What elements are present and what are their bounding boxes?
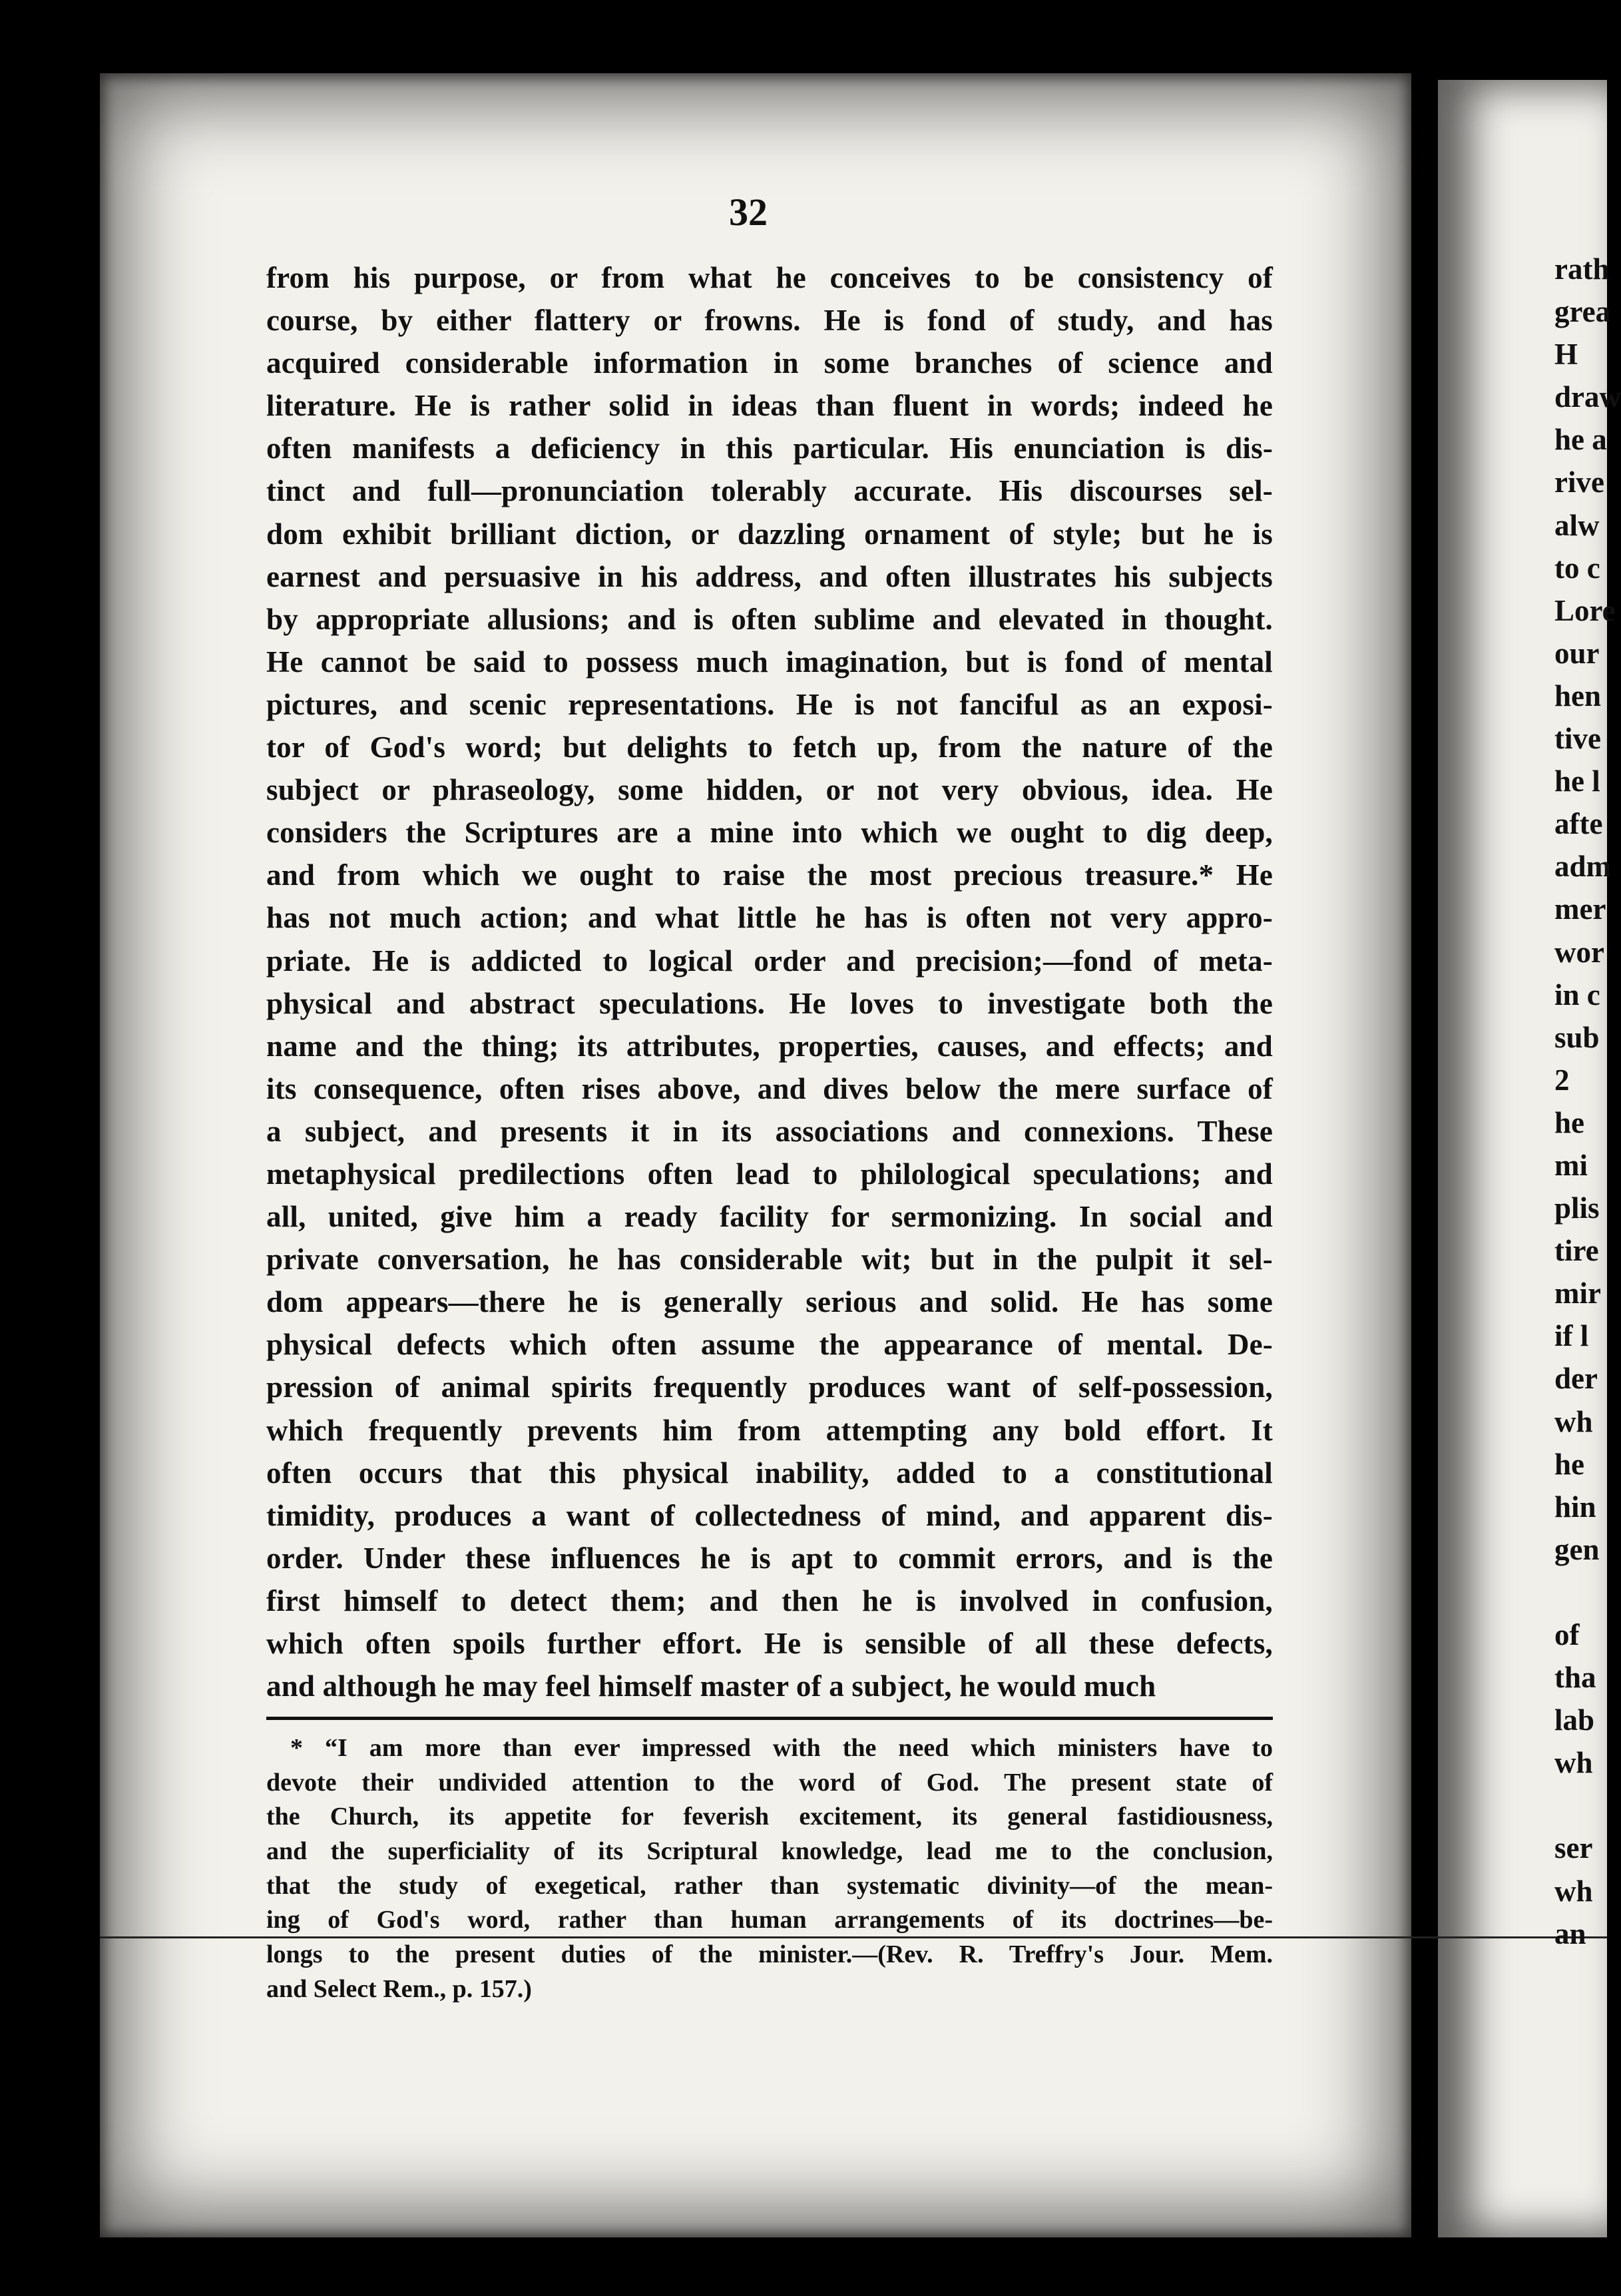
facing-page-fragment: he a	[1554, 423, 1607, 457]
text-line: physical and abstract speculations. He loves to investigate both the	[266, 986, 1273, 1020]
text-line: all, united, give him a ready facility for sermonizing. In social and	[266, 1200, 1273, 1234]
facing-page-fragment: mir	[1554, 1277, 1601, 1310]
facing-page-fragment: afte	[1554, 807, 1603, 841]
text-line: pression of animal spirits frequently produces want of self-possession,	[266, 1370, 1273, 1404]
text-line: subject or phraseology, some hidden, or not very obvious, idea. He	[266, 773, 1273, 807]
text-line: considers the Scriptures are a mine into which we ought to dig deep,	[266, 816, 1273, 850]
footnote-line: that the study of exegetical, rather than systematic divinity—of the mean-	[266, 1871, 1273, 1900]
text-line: literature. He is rather solid in ideas than fluent in words; indeed he	[266, 389, 1273, 423]
facing-page-fragment: if l	[1554, 1319, 1589, 1353]
text-line: course, by either flattery or frowns. He is fond of study, and has	[266, 304, 1273, 338]
text-line: physical defects which often assume the appearance of mental. De-	[266, 1328, 1273, 1362]
main-text	[266, 256, 1273, 1707]
facing-page-fragment: hin	[1554, 1490, 1596, 1524]
footnote-line: and Select Rem., p. 157.)	[266, 1974, 532, 2003]
facing-page-fragment: our	[1554, 636, 1600, 670]
text-line: tor of God's word; but delights to fetch up, from the nature of the	[266, 730, 1273, 764]
facing-page-fragment: der	[1554, 1362, 1598, 1396]
facing-page-fragment: mer	[1554, 892, 1606, 926]
facing-page-fragment: tire	[1554, 1234, 1599, 1268]
text-line: first himself to detect them; and then he is involved in confusion,	[266, 1583, 1273, 1617]
facing-page-fragment: rive	[1554, 465, 1604, 499]
facing-page-fragment: ser	[1554, 1831, 1593, 1865]
footnote-line: longs to the present duties of the minister.—(Rev. R. Treffry's Jour. Mem.	[266, 1940, 1273, 1969]
footnote-line: ing of God's word, rather than human arrangements of its doctrines—be-	[266, 1906, 1273, 1934]
text-line: often occurs that this physical inability, added to a constitutional	[266, 1456, 1273, 1490]
facing-page-fragment: he l	[1554, 764, 1600, 798]
facing-page-fragment: to c	[1554, 551, 1600, 585]
facing-page-fragment: wor	[1554, 935, 1604, 969]
facing-page-fragment: an	[1554, 1916, 1586, 1950]
footnote-line: the Church, its appetite for feverish excitement, its general fastidiousness,	[266, 1803, 1273, 1831]
facing-page-fragment: wh	[1554, 1746, 1593, 1780]
text-line: which frequently prevents him from attempting any bold effort. It	[266, 1413, 1273, 1447]
footnote-rule	[266, 1717, 1273, 1720]
facing-page-fragment: sub	[1554, 1020, 1600, 1054]
facing-page-fragment: H	[1554, 338, 1578, 372]
text-line: by appropriate allusions; and is often sublime and elevated in thought.	[266, 602, 1273, 636]
facing-page-fragment: 2	[1554, 1063, 1570, 1097]
facing-page-fragment: tha	[1554, 1661, 1596, 1695]
text-line: dom exhibit brilliant diction, or dazzling ornament of style; but he is	[266, 517, 1273, 551]
text-line: name and the thing; its attributes, properties, causes, and effects; and	[266, 1029, 1273, 1063]
footnote	[266, 1731, 1273, 2007]
facing-page-fragment: adm	[1554, 850, 1612, 884]
text-line: its consequence, often rises above, and dives below the mere surface of	[266, 1071, 1273, 1105]
text-line: has not much action; and what little he has is often not very appro-	[266, 901, 1273, 935]
text-line: and from which we ought to raise the most precious treasure.* He	[266, 858, 1273, 892]
text-line: from his purpose, or from what he conceives to be consistency of	[266, 261, 1273, 294]
facing-page-fragment: draw	[1554, 380, 1621, 414]
page-gutter	[1411, 0, 1438, 2296]
page-number: 32	[729, 190, 768, 234]
facing-page-fragment: wh	[1554, 1404, 1593, 1438]
facing-page-fragment: wh	[1554, 1874, 1593, 1908]
text-line: dom appears—there he is generally serious and solid. He has some	[266, 1285, 1273, 1319]
text-line: timidity, produces a want of collectedness of mind, and apparent dis-	[266, 1498, 1273, 1532]
facing-page-fragment: Lore	[1554, 593, 1616, 627]
text-line: metaphysical predilections often lead to philological speculations; and	[266, 1157, 1273, 1191]
facing-page-fragment	[1554, 1784, 1621, 1827]
text-line: acquired considerable information in some branches of science and	[266, 346, 1273, 380]
facing-page-fragment: rath	[1554, 252, 1610, 286]
text-line: earnest and persuasive in his address, and often illustrates his subjects	[266, 559, 1273, 593]
facing-page-fragment: gen	[1554, 1532, 1600, 1566]
text-line: and although he may feel himself master of a subject, he would much	[266, 1669, 1156, 1703]
footnote-line: devote their undivided attention to the word of God. The present state of	[266, 1768, 1273, 1797]
text-line: priate. He is addicted to logical order and precision;—fond of meta-	[266, 944, 1273, 978]
text-line: a subject, and presents it in its associations and connexions. These	[266, 1114, 1273, 1148]
footnote-line: and the superficiality of its Scriptural knowledge, lead me to the conclusion,	[266, 1837, 1273, 1866]
facing-page-fragment: he	[1554, 1447, 1584, 1481]
text-line: tinct and full—pronunciation tolerably accurate. His discourses sel-	[266, 474, 1273, 508]
facing-page-fragment: tive	[1554, 722, 1601, 756]
facing-page-fragment: hen	[1554, 679, 1602, 713]
facing-page-fragment: of	[1554, 1618, 1580, 1651]
text-line: private conversation, he has considerable wit; but in the pulpit it sel-	[266, 1243, 1273, 1277]
text-line: He cannot be said to possess much imagination, but is fond of mental	[266, 645, 1273, 679]
scan-artifact-line	[100, 1936, 1607, 1938]
footnote-line: * “I am more than ever impressed with the need which ministers have to	[290, 1734, 1273, 1762]
facing-page-fragment: plis	[1554, 1191, 1600, 1225]
text-line: order. Under these influences he is apt to commit errors, and is the	[266, 1541, 1273, 1575]
text-line: pictures, and scenic representations. He is not fanciful as an exposi-	[266, 687, 1273, 721]
facing-page-fragment	[1554, 1571, 1621, 1613]
facing-page-fragment: in c	[1554, 978, 1600, 1011]
text-line: often manifests a deficiency in this particular. His enunciation is dis-	[266, 431, 1273, 465]
facing-page-text	[1554, 248, 1621, 1955]
facing-page-fragment: he	[1554, 1105, 1584, 1139]
facing-page-fragment: lab	[1554, 1703, 1595, 1737]
facing-page-fragment: alw	[1554, 508, 1600, 542]
facing-page-fragment: mi	[1554, 1148, 1588, 1182]
facing-page-fragment: grea	[1554, 295, 1611, 329]
text-line: which often spoils further effort. He is sensible of all these defects,	[266, 1627, 1273, 1660]
